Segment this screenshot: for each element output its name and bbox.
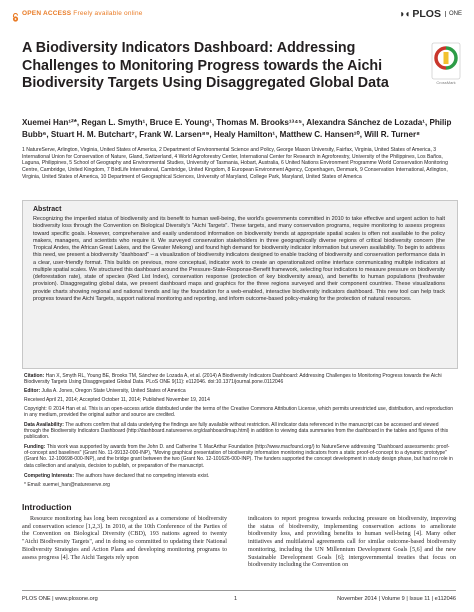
editor-block [24, 388, 454, 394]
affiliations: 1 NatureServe, Arlington, Virginia, United States of America, 2 Department of Environmental Science and Policy, George Mason University, Fairfax, Virginia, United States of America, 3 International Union for Conservation of Nature, Gland, Switzerland, 4 World Agroforestry Center, International Center for Research in Agroforestry, University of the Philippines, Los Baños, Laguna, Philippines, 5 School of Geography and Environmental Studies, University of Tasmania, Hobart, Australia, 6 United Nations Environment Programme World Conservation Monitoring Centre, Cambridge, United Kingdom, 7 BirdLife International, Cambridge, United Kingdom, 8 European Environment Agency, Copenhagen, Denmark, 9 Conservation International, Arlington, Virginia, United States of America, 10 Department of Geographical Sciences, University of Maryland, College Park, Maryland, United States of America [22, 147, 448, 180]
copyright-text: Copyright: © 2014 Han et al. This is an open-access article distributed under the terms of the Creative Commons Attribution License, which permits unrestricted use, distribution, and reproduction in any medium, provided the original author and source are credited. [24, 406, 454, 419]
open-lock-icon [12, 9, 19, 18]
crossmark-label: CrossMark [436, 80, 456, 85]
corresponding-email[interactable]: * Email: xuemei_han@natureserve.org [24, 482, 110, 488]
open-access-badge [12, 9, 143, 18]
editor-text: Julia A. Jones, Oregon State University, United States of America [41, 388, 186, 394]
article-title: A Biodiversity Indicators Dashboard: Addressing Challenges to Monitoring Progress towards the Aichi Biodiversity Targets Using Disaggregated Global Data [22, 40, 389, 91]
data-availability-text: The authors confirm that all data underlying the findings are fully available without restriction. All indicator data referenced in the manuscript can be accessed and viewed through the Biodiversity Indicators Dashboard (http://dashboard.natureserve.org/dashboard/map.html) in addition to viewing data summaries from the dashboard in the tables and figures of this publication. [24, 422, 449, 441]
citation-block [24, 373, 454, 385]
journal-tag: ONE [445, 11, 462, 17]
footer-issue: November 2014 | Volume 9 | Issue 11 | e112046 [337, 596, 456, 602]
page-footer [22, 596, 456, 606]
funding-label: Funding: [24, 444, 46, 450]
editor-label: Editor: [24, 388, 41, 394]
journal-header [12, 8, 462, 22]
plos-mark-icon: ◗◖ [399, 8, 410, 20]
footer-divider [22, 590, 456, 591]
funding-text: This work was supported by awards from the John D. and Catherine T. MacArthur Foundation (http://www.macfound.org/) to NatureServe addressing "Dashboard assessments: proof-of-concept and baselines" (Grant No. 11-99132-000-INP), "Moving graphical presentation of biodiversity information monitoring indicators from a static proof-of-concept to a dynamic prototype" (Grant No. 12-100698-000-INP), and the bridge grant between the two (Grant No. 12-101626-000-INP). The funders supported the concept development in study design phase, but had no role in data collection and analysis, decision to publish, or preparation of the manuscript. [24, 444, 453, 469]
funding-block [24, 444, 454, 469]
data-availability-label: Data Availability: [24, 422, 64, 428]
competing-interests-block [24, 473, 454, 479]
introduction-right-column: indicators to report progress towards reducing pressure on biodiversity, improving the status of biodiversity, implementing conservation actions to ameliorate biodiversity loss, and providing benefits to human well-being [4]. Many other initiatives and multilateral agreements call for similar outcome-based biodiversity monitoring, including the UN Millennium Development Goals [5,6] and the new Sustainable Development Goals [6]; intergovernmental treaties that focus on biodiversity including the Convention on [248, 516, 456, 569]
competing-interests-text: The authors have declared that no competing interests exist. [75, 473, 210, 479]
citation-label: Citation: [24, 373, 45, 379]
email-block [24, 482, 454, 488]
plos-logo [399, 8, 462, 20]
open-access-text: OPEN ACCESS Freely available online [22, 10, 143, 17]
introduction-heading: Introduction [22, 502, 72, 512]
dates-block [24, 397, 454, 403]
publisher-name: PLOS [412, 8, 441, 20]
author-list: Xuemei Han¹²*, Regan L. Smyth¹, Bruce E. Young¹, Thomas M. Brooks¹³⁴⁵, Alexandra Sánchez de Lozada¹, Philip Bubb⁶, Stuart H. M. Butchart⁷, Frank W. Larsen⁸⁹, Healy Hamilton¹, Matthew C. Hansen¹⁰, Will R. Turner⁸ [22, 118, 452, 139]
data-availability-block [24, 422, 454, 441]
abstract-box [22, 200, 458, 369]
citation-text: Han X, Smyth RL, Young BE, Brooks TM, Sánchez de Lozada A, et al. (2014) A Biodiversity Indicators Dashboard: Addressing Challenges to Monitoring Progress towards the Aichi Biodiversity Targets Using Disaggregated Global Data. PLoS ONE 9(11): e112046. doi:10.1371/journal.pone.0112046 [24, 373, 442, 386]
page-number: 1 [234, 596, 238, 602]
competing-interests-label: Competing Interests: [24, 473, 75, 479]
dates-text: Received April 21, 2014; Accepted October 11, 2014; Published November 19, 2014 [24, 397, 210, 403]
abstract-heading: Abstract [33, 206, 62, 213]
abstract-text: Recognizing the imperiled status of biodiversity and its benefit to human well-being, the world's governments committed in 2010 to take effective and urgent action to halt biodiversity loss through the Convention on Biological Diversity's "Aichi Targets". These targets, and many conservation programs, require monitoring to assess progress toward specific goals. However, comprehensive and easily understood information on biodiversity trends at appropriate spatial scales is often not available to the policy makers, managers, and scientists who require it. We surveyed conservation stakeholders in three geographically diverse regions of critical biodiversity concern (the Tropical Andes, the African Great Lakes, and the Greater Mekong) and found high demand for biodiversity indicator information but uneven availability. To begin to address this need, we present a biodiversity "dashboard" – a visualization of biodiversity indicators designed to enable tracking of biodiversity and conservation performance data in a clear, user-friendly format. This builds on previous, more conceptual, indicator work to create an operationalized online interface communicating multiple indicators at multiple spatial scales. We structured this dashboard around the Pressure-State-Response-Benefit framework, selecting four indicators to measure pressure on biodiversity (deforestation rate), state of species (Red List Index), conservation response (protection of key biodiversity areas), and benefits to human populations (freshwater provision). Disaggregating global data, we present dashboard maps and graphics for the three regions surveyed and their component countries. These visualizations provide charts showing regional and national trends and lay the foundation for a web-enabled, interactive biodiversity indicators dashboard. This new tool can help track progress toward the Aichi Targets, support national monitoring and reporting, and inform outcome-based policy-making for the protection of natural resources. [33, 216, 445, 302]
footer-journal[interactable]: PLOS ONE | www.plosone.org [22, 596, 98, 602]
crossmark-icon[interactable] [431, 42, 461, 80]
copyright-block [24, 406, 454, 418]
introduction-left-column: Resource monitoring has long been recognized as a cornerstone of biodiversity and conservation science [1,2,3]. In 2010, at the 10th Conference of the Parties of the Convention on Biological Diversity (CBD), 193 nations agreed to twenty "Aichi Biodiversity Targets", and in doing so committed to updating their National Biodiversity Strategies and Action Plans and developing monitoring programs to assess progress [4]. The Aichi Targets rely upon [22, 516, 227, 561]
